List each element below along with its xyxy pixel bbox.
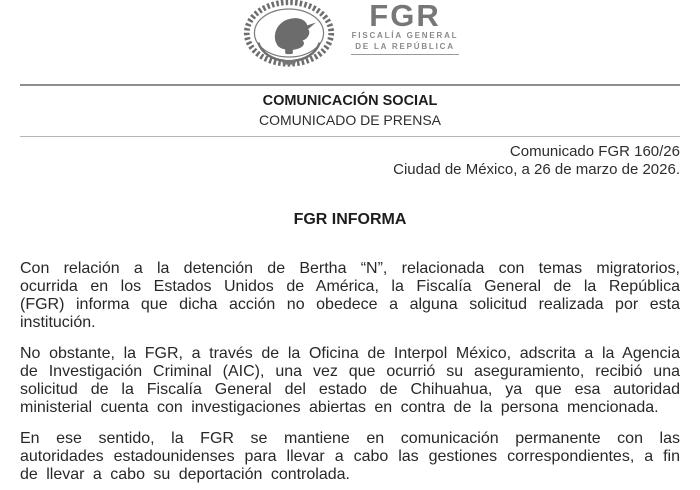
paragraph-2: No obstante, la FGR, a través de la Oficina de Interpol México, adscrita a la Agencia de Investigación Criminal (AIC), una vez que ocurrió su aseguramiento, recibió una solicitud de la Fiscalía General del estado de Chihuahua, ya que esa autoridad ministerial cuenta con investigaciones abiertas en contra de la persona mencionada. [20, 344, 680, 416]
fgr-logo [351, 0, 459, 55]
fgr-logo-subtitle-line1: FISCALÍA GENERAL [351, 31, 459, 41]
banner [0, 86, 700, 128]
banner-title: COMUNICACIÓN SOCIAL [262, 93, 438, 109]
headline: FGR INFORMA [293, 210, 407, 228]
mexico-national-seal-icon [241, 0, 337, 68]
fgr-logo-acronym: FGR [369, 0, 441, 33]
document-masthead [0, 0, 700, 72]
dateline: Ciudad de México, a 26 de marzo de 2026. [393, 160, 680, 178]
divider-bottom [20, 136, 680, 137]
fgr-logo-subtitle-line2: DE LA REPÚBLICA [355, 42, 455, 52]
release-meta [20, 143, 680, 179]
release-number: Comunicado FGR 160/26 [509, 142, 680, 160]
banner-subtitle: COMUNICADO DE PRENSA [258, 111, 442, 128]
fgr-logo-underline [351, 54, 459, 55]
paragraph-3: En ese sentido, la FGR se mantiene en comunicación permanente con las autoridades estadounidenses para llevar a cabo las gestiones correspondientes, a fin de llevar a cabo su deportación controlada. [20, 429, 680, 483]
body-text [20, 260, 680, 484]
paragraph-1: Con relación a la detención de Bertha “N”, relacionada con temas migratorios, ocurrida en los Estados Unidos de América, la Fiscalía General de la República (FGR) informa que dicha acción no obedece a alguna solicitud realizada por esta institución. [20, 259, 680, 331]
